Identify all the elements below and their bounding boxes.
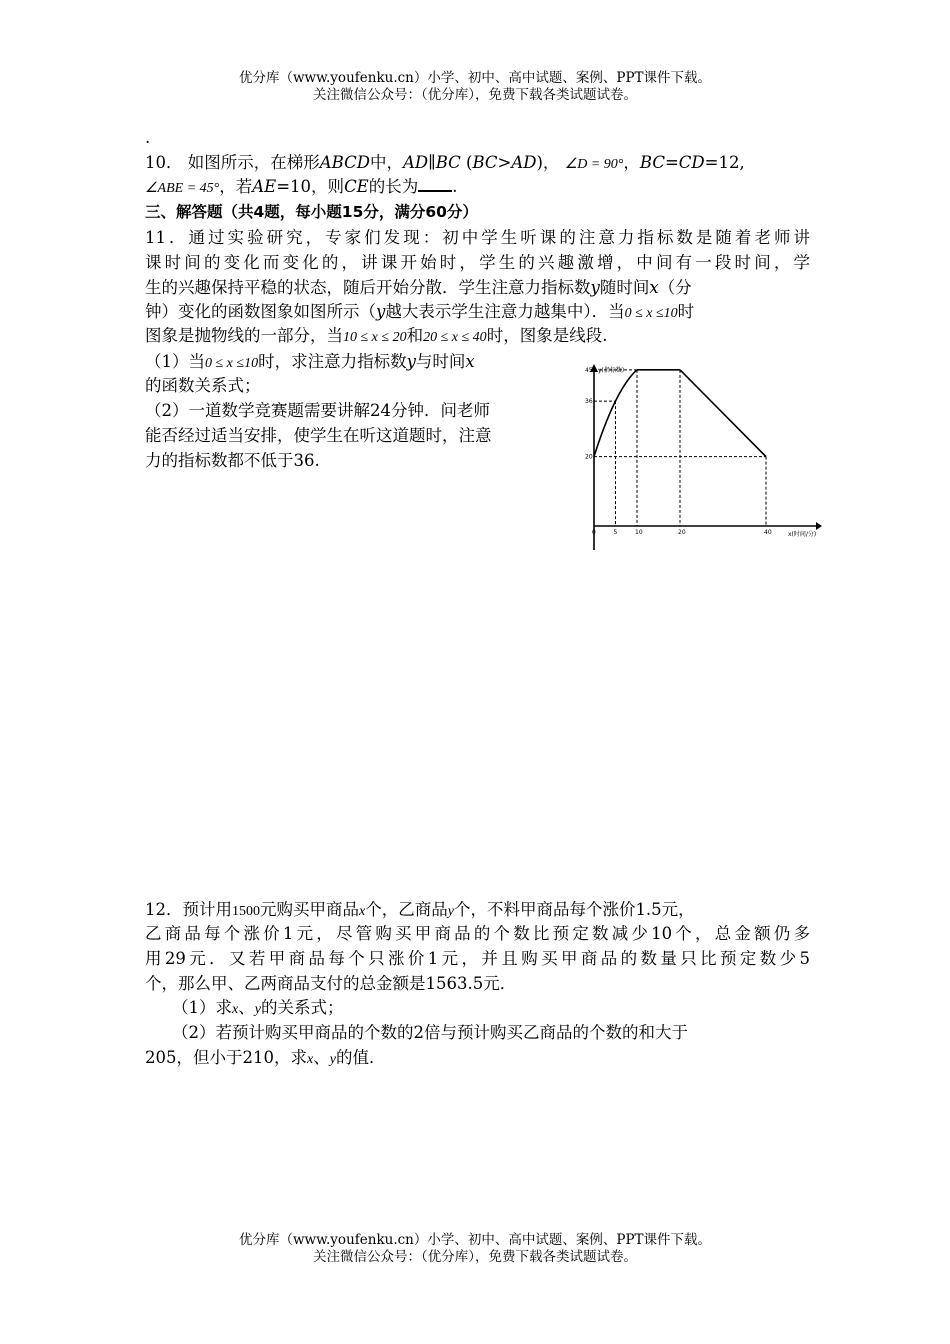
q11-text: （1）当 — [145, 352, 205, 371]
q10-text: =12, — [704, 153, 745, 172]
var-y: y — [254, 1002, 261, 1017]
x-axis-arrow — [816, 522, 822, 530]
q10-text: 中， — [369, 153, 403, 172]
y-tick-label: 36 — [585, 398, 593, 406]
var-x: x — [359, 904, 366, 919]
attention-graph — [568, 360, 823, 560]
q12-text: 个，不料甲商品每个涨价1.5元， — [453, 900, 695, 919]
header-line-2: 关注微信公众号：（优分库），免费下载各类试题试卷。 — [313, 87, 637, 103]
var-y: y — [406, 352, 416, 371]
x-axis-label: x(时间/分) — [788, 531, 817, 538]
q11-line-2: 课时间的变化而变化的，讲课开始时，学生的兴趣激增，中间有一段时间，学 — [145, 253, 810, 272]
q12-text: 个，乙商品 — [365, 900, 448, 919]
q11-part-1-line-1 — [145, 350, 550, 376]
range-0-10: 0 ≤ x ≤10 — [205, 356, 259, 371]
q11-text: 与时间 — [415, 352, 466, 371]
stray-dot: . — [145, 128, 151, 147]
q10-text: =10，则 — [276, 177, 345, 196]
q10-line-2 — [145, 175, 810, 201]
y-axis-label: y(指标数) — [598, 367, 625, 374]
q12-text: 、 — [313, 1048, 330, 1067]
var-y: y — [329, 1052, 336, 1067]
range-0-10: 0 ≤ x ≤10 — [624, 306, 678, 321]
q10-text: . — [452, 177, 458, 196]
q12-text: 12．预计用 — [145, 900, 232, 919]
footer-line-1: 优分库（www.youfenku.cn）小学、初中、高中试题、案例、PPT课件下载。 — [238, 1232, 712, 1248]
q11-text: 时，图象是线段. — [486, 326, 608, 345]
var-x: x — [465, 352, 475, 371]
q10-angle-d: ∠D = 90° — [564, 157, 624, 172]
q11-text: 和 — [406, 326, 424, 345]
q10-line-1 — [145, 151, 810, 177]
answer-blank — [418, 176, 452, 192]
x-tick-label: 10 — [635, 529, 643, 536]
var-x: x — [307, 1052, 314, 1067]
q12-line-4: 个，那么甲、乙两商品支付的总金额是1563.5元． — [145, 974, 517, 993]
q12-amount: 1500 — [232, 904, 260, 919]
q10-bc-gt-ad: BC>AD — [472, 153, 537, 172]
q10-ce: CE — [344, 177, 369, 196]
var-x: x — [232, 1002, 239, 1017]
q10-ae: AE — [252, 177, 277, 196]
footer-line-2: 关注微信公众号：（优分库），免费下载各类试题试卷。 — [313, 1249, 637, 1265]
var-y: y — [447, 904, 454, 919]
x-tick-label: 40 — [764, 529, 772, 536]
q12-line-3: 用29元．又若甲商品每个只涨价1元，并且购买甲商品的数量只比预定数少5 — [145, 949, 810, 968]
y-tick-label: 45 — [585, 366, 593, 374]
header-line-1: 优分库（www.youfenku.cn）小学、初中、高中试题、案例、PPT课件下载。 — [238, 70, 712, 86]
section-3-heading: 三、解答题（共4题，每小题15分，满分60分） — [145, 203, 478, 221]
q11-part-2-line-3: 力的指标数都不低于36. — [145, 451, 320, 470]
q11-part-1-line-2: 的函数关系式； — [145, 376, 261, 395]
q12-part-1 — [172, 996, 343, 1022]
q11-part-2-line-1: （2）一道数学竞赛题需要讲解24分钟．问老师 — [145, 401, 490, 420]
x-tick-label: 0 — [592, 529, 596, 536]
q11-text: 时，求注意力指标数 — [258, 352, 407, 371]
q12-text: 的值． — [335, 1048, 386, 1067]
q11-text: 时 — [677, 302, 695, 321]
q12-text: 、 — [238, 998, 255, 1017]
range-10-20: 10 ≤ x ≤ 20 — [343, 330, 407, 345]
q11-line-1: 11．通过实验研究，专家们发现：初中学生听课的注意力指标数是随着老师讲 — [145, 228, 810, 247]
q11-text: 生的兴趣保持平稳的状态，随后开始分散．学生注意力指标数 — [145, 278, 591, 297]
q12-line-1 — [145, 898, 810, 924]
q11-part-2-line-2: 能否经过适当安排，使学生在听这道题时，注意 — [145, 426, 492, 445]
q11-text: 图象是抛物线的一部分，当 — [145, 326, 343, 345]
q11-text: （分 — [658, 278, 692, 297]
q11-text: 随时间 — [599, 278, 650, 297]
q10-bc-cd: BC=CD — [639, 153, 705, 172]
q11-line-4 — [145, 300, 810, 326]
range-20-40: 20 ≤ x ≤ 40 — [423, 330, 487, 345]
q12-part-2-line-1: （2）若预计购买甲商品的个数的2倍与预计购买乙商品的个数的和大于 — [172, 1023, 688, 1042]
q12-part-2-line-2 — [145, 1046, 385, 1072]
q12-text: 205，但小于210，求 — [145, 1048, 307, 1067]
q10-text: 10． 如图所示，在梯形 — [145, 153, 320, 172]
x-tick-label: 5 — [613, 529, 618, 536]
q12-text: 元购买甲商品 — [260, 900, 359, 919]
q10-text: ( — [466, 153, 473, 172]
var-x: x — [649, 278, 659, 297]
q10-ad-parallel-bc: AD∥BC — [402, 153, 461, 172]
page-footer — [0, 1232, 950, 1266]
x-tick-label: 20 — [678, 529, 686, 536]
var-y: y — [590, 278, 600, 297]
q12-line-2: 乙商品每个涨价1元，尽管购买甲商品的个数比预定数减少10个，总金额仍多 — [145, 924, 810, 943]
curve-decline — [680, 370, 766, 457]
q11-line-3 — [145, 276, 810, 300]
q11-text: 钟）变化的函数图象如图所示（ — [145, 302, 376, 321]
q10-text: ， — [623, 153, 640, 172]
q10-text: ，若 — [219, 177, 253, 196]
q10-text: 的长为 — [368, 177, 419, 196]
q10-angle-abe: ∠ABE = 45° — [145, 181, 220, 196]
page-header — [0, 70, 950, 104]
var-y: y — [376, 302, 386, 321]
q11-line-5 — [145, 324, 810, 350]
q11-text: 越大表示学生注意力越集中）．当 — [385, 302, 625, 321]
q10-text: )， — [536, 153, 560, 172]
q12-text: 的关系式； — [260, 998, 344, 1017]
q10-abcd: ABCD — [319, 153, 370, 172]
q12-text: （1）求 — [172, 998, 232, 1017]
y-tick-label: 20 — [585, 453, 593, 461]
